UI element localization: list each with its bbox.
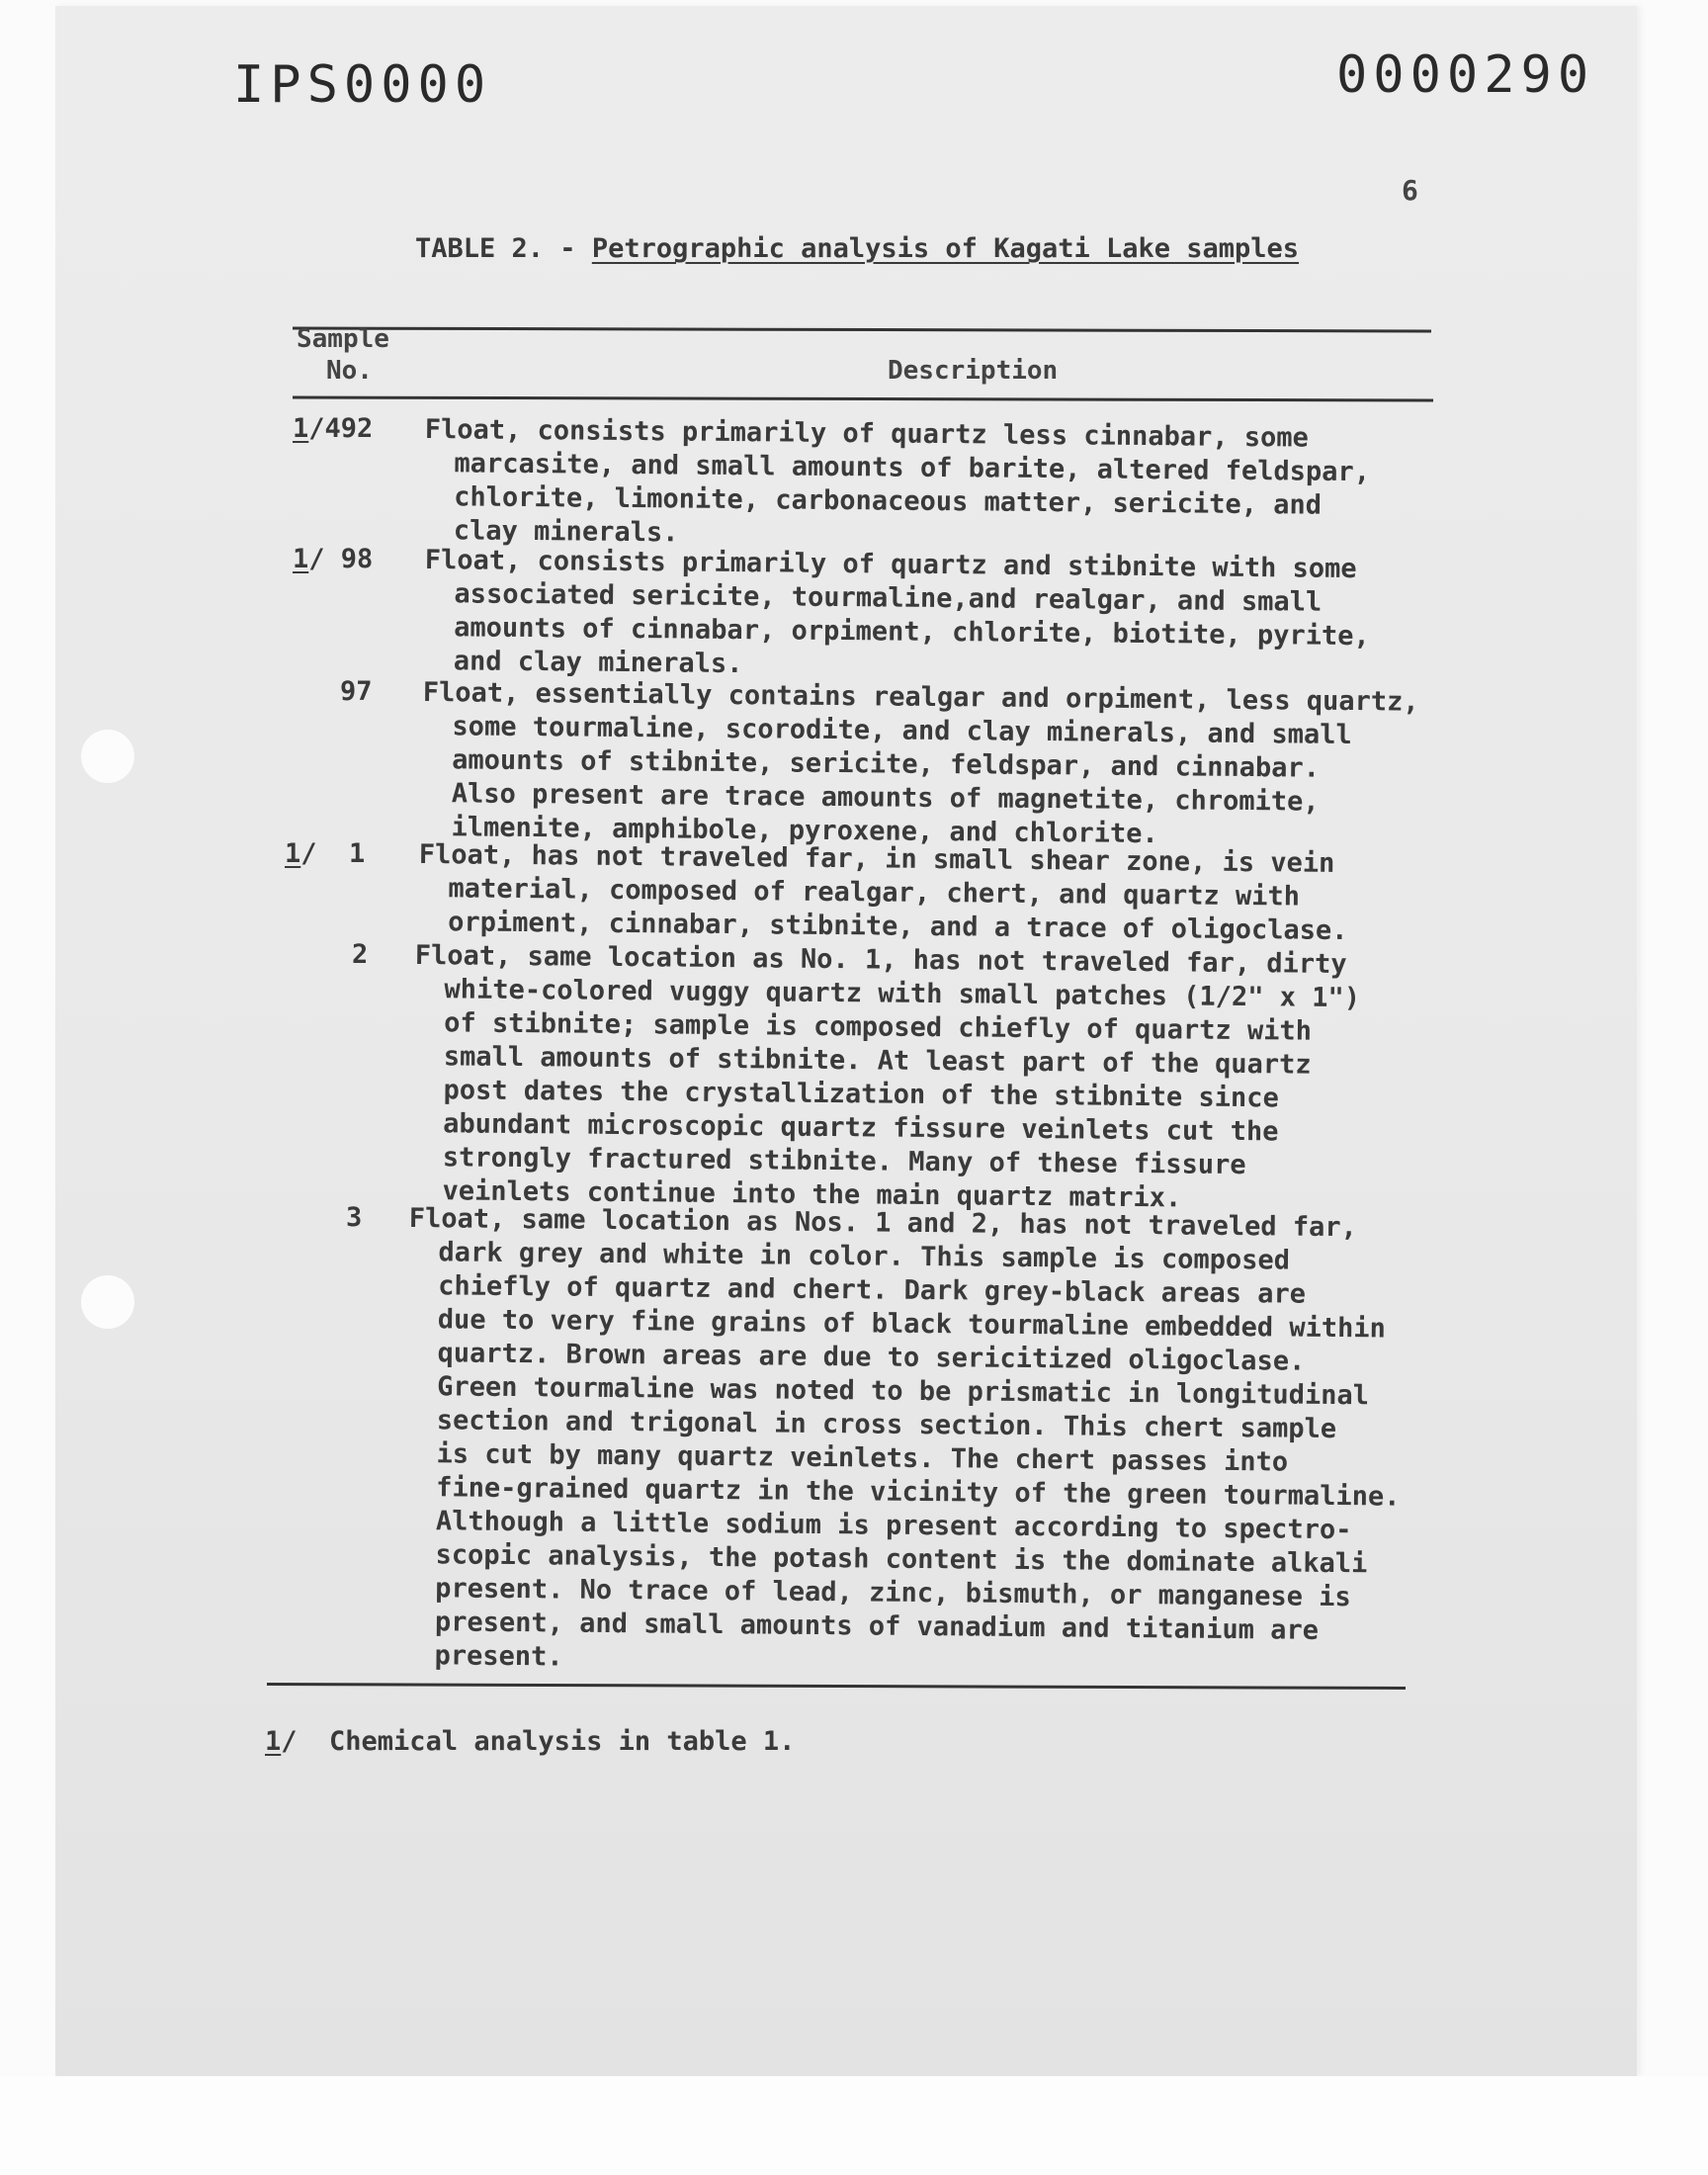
sample-number [346, 1202, 362, 1233]
description-line: present, and small amounts of vanadium and titanium are [434, 1607, 1320, 1646]
sample-number [293, 544, 373, 574]
footnote [265, 1726, 795, 1757]
sample-number [352, 939, 368, 970]
description-line: is cut by many quartz veinlets. The chert passes into [436, 1438, 1289, 1478]
description-line: chlorite, limonite, carbonaceous matter, sericite, and [454, 481, 1323, 521]
scan-margin [0, 2076, 1708, 2175]
page-number: 6 [1402, 174, 1418, 207]
stamp-right: 0000290 [1336, 45, 1595, 105]
table-title [415, 233, 1299, 264]
description-line: Although a little sodium is present according to spectro- [435, 1506, 1352, 1546]
description-line: material, composed of realgar, chert, and quartz with [448, 873, 1301, 913]
sample-description [424, 544, 1371, 687]
description-line: associated sericite, tourmaline,and realgar, and small [454, 578, 1323, 618]
description-line: clay minerals. [453, 515, 679, 549]
description-line: post dates the crystallization of the stibnite since [443, 1075, 1279, 1114]
sample-value: 97 [340, 676, 373, 707]
sample-description [412, 939, 1360, 1217]
description-line: strongly fractured stibnite. Many of these fissure [442, 1142, 1246, 1181]
description-line: Float, same location as No. 1, has not traveled far, dirty [414, 939, 1347, 981]
footnote-ref-marker: 1 [293, 544, 309, 574]
sample-description [404, 1202, 1403, 1683]
description-line: present. [434, 1640, 563, 1673]
sample-description [421, 676, 1418, 854]
description-line: Float, same location as Nos. 1 and 2, has not traveled far, [408, 1203, 1358, 1244]
description-line: white-colored vuggy quartz with small patches (1/2" x 1") [444, 974, 1361, 1014]
description-line: small amounts of stibnite. At least part of the quartz [443, 1041, 1312, 1081]
description-line: ilmenite, amphibole, pyroxene, and chlorite. [451, 812, 1158, 850]
description-line: some tourmaline, scorodite, and clay minerals, and small [452, 711, 1352, 751]
description-line: orpiment, cinnabar, stibnite, and a trace of oligoclase. [448, 907, 1348, 947]
description-line: veinlets continue into the main quartz matrix. [442, 1175, 1182, 1214]
description-line: and clay minerals. [453, 646, 743, 680]
sample-value: 3 [346, 1202, 363, 1233]
header-no: No. [326, 356, 373, 386]
sample-number [285, 838, 365, 869]
description-line: Float, consists primarily of quartz and stibnite with some [424, 544, 1357, 585]
description-line: quartz. Brown areas are due to sericitized oligoclase. [437, 1338, 1306, 1377]
description-line: fine-grained quartz in the vicinity of the green tourmaline. [436, 1472, 1401, 1513]
description-line: present. No trace of lead, zinc, bismuth, or manganese is [435, 1573, 1351, 1613]
description-line: abundant microscopic quartz fissure veinlets cut the [443, 1108, 1279, 1148]
stamp-left: IPS0000 [233, 55, 492, 115]
sample-description [424, 413, 1371, 557]
header-sample: Sample [297, 324, 389, 354]
description-line: Also present are trace amounts of magnetite, chromite, [451, 778, 1320, 818]
punch-hole-lower [81, 1275, 134, 1329]
sample-value: 2 [352, 939, 369, 970]
footnote-text: / Chemical analysis in table 1. [281, 1726, 796, 1757]
description-line: section and trigonal in cross section. This chert sample [436, 1405, 1337, 1445]
description-line: Float, has not traveled far, in small shear zone, is vein [418, 838, 1335, 879]
description-line: of stibnite; sample is composed chiefly of quartz with [444, 1007, 1313, 1047]
table-title-text: Petrographic analysis of Kagati Lake samples [591, 233, 1300, 264]
table-title-prefix: TABLE 2. - [415, 233, 592, 264]
header-description: Description [888, 356, 1059, 386]
description-line: chiefly of quartz and chert. Dark grey-black areas are [438, 1270, 1307, 1310]
sample-number [293, 413, 373, 444]
description-line: Float, consists primarily of quartz less cinnabar, some [424, 413, 1309, 454]
description-line: amounts of stibnite, sericite, feldspar, and cinnabar. [452, 744, 1321, 784]
footnote-ref-marker: 1 [293, 413, 309, 444]
description-line: scopic analysis, the potash content is the dominate alkali [435, 1539, 1368, 1580]
description-line: due to very fine grains of black tourmaline embedded within [437, 1304, 1387, 1345]
description-line: Green tourmaline was noted to be prismatic in longitudinal [437, 1371, 1370, 1412]
description-line: Float, essentially contains realgar and orpiment, less quartz, [422, 676, 1419, 718]
sample-number [340, 676, 373, 707]
sample-value: /492 [308, 413, 374, 444]
footnote-ref-marker: 1 [285, 838, 301, 869]
sample-value: / 98 [308, 544, 374, 574]
description-line: marcasite, and small amounts of barite, altered feldspar, [454, 448, 1371, 488]
footnote-marker: 1 [265, 1726, 282, 1757]
description-line: amounts of cinnabar, orpiment, chlorite, biotite, pyrite, [454, 612, 1370, 652]
description-line: dark grey and white in color. This sample is composed [438, 1237, 1291, 1276]
sample-value: / 1 [300, 838, 366, 869]
punch-hole-upper [81, 730, 134, 783]
sample-description [418, 838, 1348, 948]
